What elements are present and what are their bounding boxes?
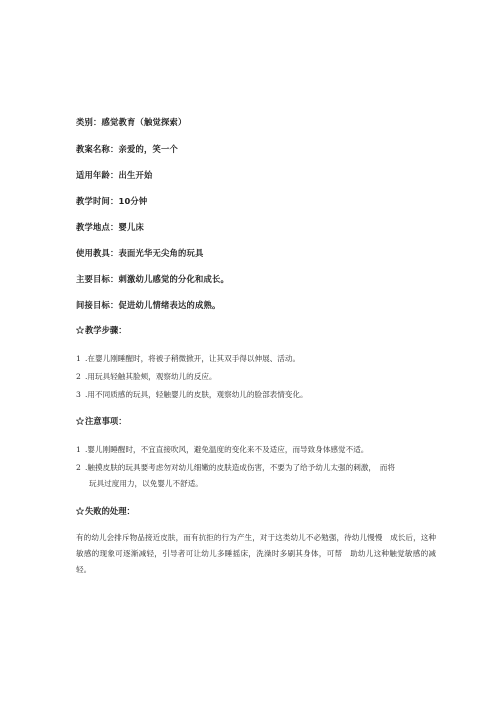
step-number: 1 bbox=[76, 354, 81, 363]
note-number: 1 bbox=[76, 445, 81, 454]
star-outline-icon bbox=[76, 417, 84, 425]
step-number: 3 bbox=[76, 390, 81, 399]
failure-paragraph: 有的幼儿会排斥物品接近皮肤，而有抗拒的行为产生，对于这类幼儿不必勉强，待幼儿慢慢 成长后，这种敏感的现象可逐渐减轻，引导者可让幼儿多睡摇床，洗澡时多刷其身体，可帮 助幼儿这种触觉敏感的减轻。 bbox=[76, 533, 436, 574]
main-goal-field: 主要目标：刺激幼儿感觉的分化和成长。 bbox=[76, 274, 229, 284]
materials-field: 使用教具：表面光华无尖角的玩具 bbox=[76, 248, 204, 258]
step-number: 2 bbox=[76, 372, 81, 381]
steps-section-title bbox=[76, 325, 127, 336]
steps-title-label: 教学步骤： bbox=[85, 325, 127, 335]
failure-title-label: 失败的处理： bbox=[85, 506, 135, 516]
category-field: 类别：感觉教育（触觉探索） bbox=[76, 117, 187, 127]
step-text: .用不同质感的玩具，轻触婴儿的皮肤，观察幼儿的脸部表情变化。 bbox=[85, 390, 308, 399]
note-item-1 bbox=[76, 442, 436, 457]
step-text: .用玩具轻触其脸颊，观察幼儿的反应。 bbox=[85, 372, 217, 381]
star-outline-icon bbox=[76, 507, 84, 515]
indirect-goal-field: 间接目标：促进幼儿情绪表达的成熟。 bbox=[76, 300, 221, 310]
step-item-1 bbox=[76, 351, 436, 366]
note-item-2-continuation bbox=[89, 476, 436, 491]
step-item-2 bbox=[76, 369, 436, 384]
step-item-3 bbox=[76, 387, 436, 402]
notes-title-label: 注意事项： bbox=[85, 416, 127, 426]
notes-section-title bbox=[76, 416, 127, 427]
note-item-2 bbox=[76, 460, 436, 475]
note-text-continuation: 玩具过度用力，以免婴儿不舒适。 bbox=[89, 479, 203, 488]
age-field: 适用年龄：出生开始 bbox=[76, 170, 153, 180]
location-field: 教学地点：婴儿床 bbox=[76, 222, 144, 232]
note-text: .触摸皮肤的玩具要考虑勿对幼儿细嫩的皮肤造成伤害，不要为了给予幼儿太强的刺激， 而将 bbox=[85, 463, 395, 472]
duration-field: 教学时间：10分钟 bbox=[76, 196, 148, 206]
failure-section-title bbox=[76, 506, 135, 517]
note-text: .婴儿刚睡醒时，不宜直接吹风，避免温度的变化来不及适应，而导致身体感觉不适。 bbox=[85, 445, 369, 454]
lesson-name-field: 教案名称：亲爱的，笑一个 bbox=[76, 144, 178, 154]
star-outline-icon bbox=[76, 326, 84, 334]
step-text: .在婴儿刚睡醒时，将被子稍微掀开，让其双手得以伸展、活动。 bbox=[85, 354, 301, 363]
note-number: 2 bbox=[76, 463, 81, 472]
